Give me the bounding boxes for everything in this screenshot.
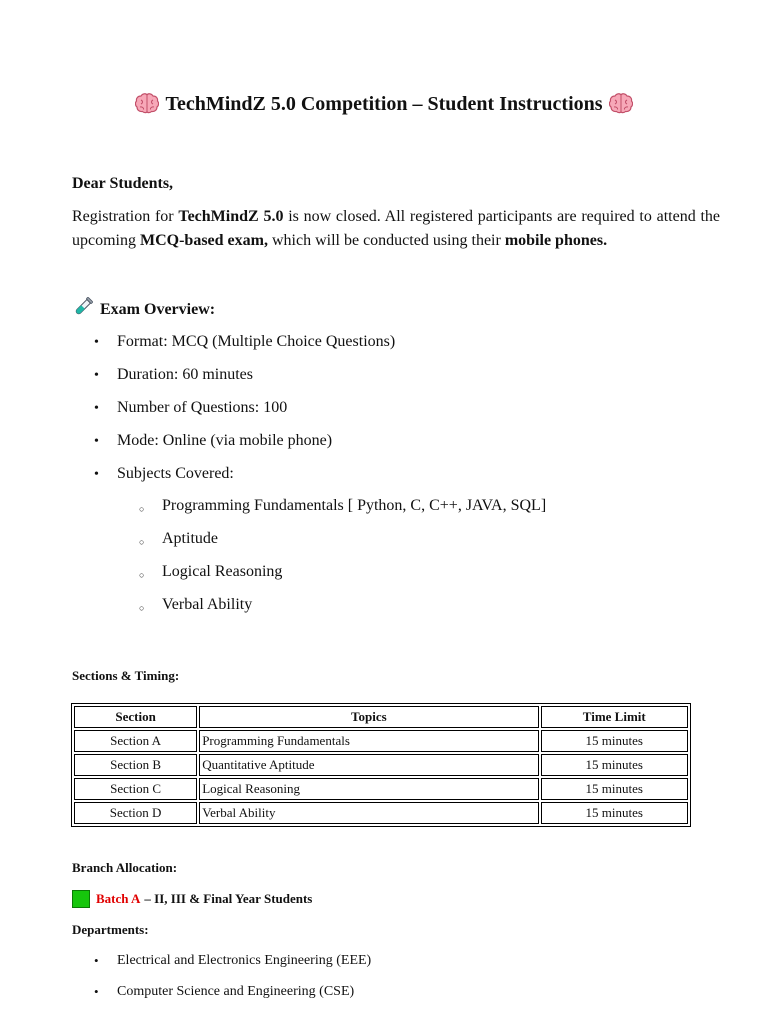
intro-bold-3: mobile phones. — [504, 232, 608, 249]
list-item: ○ Programming Fundamentals [ Python, C, C++, JAVA, SQL] — [117, 494, 546, 527]
overview-heading-text: Exam Overview: — [100, 300, 216, 318]
table-cell: Section D — [74, 802, 197, 824]
list-item: • Mode: Online (via mobile phone) — [72, 429, 395, 462]
table-cell: 15 minutes — [541, 778, 688, 800]
list-item: • Electrical and Electronics Engineering (EEE) — [72, 950, 371, 981]
intro-text-3: which will be conducted using their — [267, 232, 505, 249]
test-tube-icon — [72, 296, 94, 323]
sections-heading: Sections & Timing: — [72, 668, 180, 683]
table-cell: Section B — [74, 754, 197, 776]
table-row — [74, 802, 688, 824]
table-cell: 15 minutes — [541, 730, 688, 752]
subjects-list — [72, 494, 546, 626]
table-row — [74, 730, 688, 752]
brain-icon — [609, 92, 633, 122]
table-row — [74, 778, 688, 800]
table-header-row — [74, 706, 688, 728]
departments-list — [72, 950, 371, 1012]
intro-paragraph — [72, 205, 720, 253]
table-cell: 15 minutes — [541, 754, 688, 776]
table-row — [74, 754, 688, 776]
departments-heading: Departments: — [72, 922, 149, 937]
table-cell: Section A — [74, 730, 197, 752]
sections-table — [71, 703, 691, 827]
list-item: • Duration: 60 minutes — [72, 363, 395, 396]
table-cell: Logical Reasoning — [199, 778, 538, 800]
table-cell: Section C — [74, 778, 197, 800]
overview-heading — [72, 296, 215, 323]
list-item: • Subjects Covered: — [72, 462, 395, 495]
greeting: Dear Students, — [72, 175, 174, 192]
table-cell: 15 minutes — [541, 802, 688, 824]
batch-description: – II, III & Final Year Students — [144, 891, 313, 906]
title-text: TechMindZ 5.0 Competition – Student Instructions — [165, 93, 603, 115]
list-item: • Format: MCQ (Multiple Choice Questions) — [72, 330, 395, 363]
batch-line — [72, 890, 312, 908]
list-item: • Number of Questions: 100 — [72, 396, 395, 429]
table-cell: Quantitative Aptitude — [199, 754, 538, 776]
table-cell: Verbal Ability — [199, 802, 538, 824]
list-item: • Computer Science and Engineering (CSE) — [72, 981, 371, 1012]
table-cell: Programming Fundamentals — [199, 730, 538, 752]
table-header: Section — [74, 706, 197, 728]
table-header: Topics — [199, 706, 538, 728]
overview-list — [72, 330, 395, 495]
page-title — [0, 90, 768, 122]
branch-heading: Branch Allocation: — [72, 860, 178, 875]
intro-bold-1: TechMindZ 5.0 — [178, 208, 284, 225]
table-header: Time Limit — [541, 706, 688, 728]
batch-name: Batch A — [96, 891, 141, 906]
list-item: ○ Verbal Ability — [117, 593, 546, 626]
intro-bold-2: MCQ-based exam, — [140, 232, 268, 249]
intro-text-1: Registration for — [72, 208, 179, 225]
green-square-icon — [72, 890, 90, 908]
brain-icon — [135, 92, 159, 122]
list-item: ○ Logical Reasoning — [117, 560, 546, 593]
list-item: ○ Aptitude — [117, 527, 546, 560]
intro-text-2: is now closed. All registered participants are required to attend the upcoming — [72, 208, 720, 249]
